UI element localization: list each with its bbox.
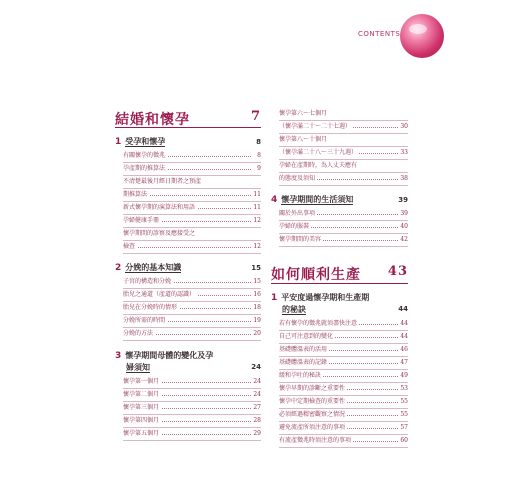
toc-entry-page: 15 [251, 276, 261, 288]
toc-entry-title: 懷孕第二個月 [123, 389, 161, 401]
section-rule [115, 127, 261, 128]
toc-entry[interactable] [279, 409, 408, 422]
toc-entry[interactable] [123, 302, 261, 315]
toc-entry[interactable] [279, 422, 408, 435]
chapter-1-items [123, 150, 261, 254]
section-page: 7 [250, 109, 261, 124]
toc-entry-page: 8 [255, 150, 261, 162]
toc-entry-title: 孕產期的推算法 [123, 163, 167, 175]
toc-entry[interactable] [123, 163, 261, 176]
toc-entry-title: 胎兒在分娩時的情形 [123, 302, 179, 314]
toc-entry[interactable] [279, 344, 408, 357]
toc-entry-title: 不清楚最後月經日期者之預產 [123, 176, 203, 188]
toc-entry-title: （懷孕滿二十～二十七週） [279, 121, 353, 133]
toc-entry-page: 53 [398, 383, 408, 395]
toc-entry-page: 16 [251, 289, 261, 301]
toc-entry-title: 懷孕第三個月 [123, 402, 161, 414]
toc-entry[interactable] [123, 228, 261, 241]
logo-icon [400, 14, 444, 58]
toc-entry[interactable] [279, 160, 408, 173]
toc-entry[interactable] [279, 234, 408, 247]
chapter-3-continued-items [279, 108, 408, 186]
toc-entry-page: 30 [398, 121, 408, 133]
toc-entry-title: 的態度及須知 [279, 173, 317, 185]
toc-entry-title: 必須經過精密觀察之情況 [279, 409, 347, 421]
toc-entry-title: 關於外出事項 [279, 208, 317, 220]
toc-entry-page: 60 [398, 435, 408, 447]
toc-entry-title: 新式懷孕期的演算法和用語 [123, 202, 197, 214]
toc-entry[interactable] [279, 208, 408, 221]
toc-entry[interactable] [279, 357, 408, 370]
toc-entry[interactable] [279, 173, 408, 186]
toc-entry-page: 19 [251, 315, 261, 327]
toc-entry-page: 28 [251, 415, 261, 427]
toc-entry[interactable] [123, 176, 261, 189]
toc-entry-title: 緩和孕吐的秘訣 [279, 370, 323, 382]
leader-dots [123, 247, 251, 248]
toc-entry-title: 懷孕第四個月 [123, 415, 161, 427]
toc-entry-page: 24 [251, 376, 261, 388]
toc-entry-page: 38 [398, 173, 408, 185]
toc-entry-title: （懷孕滿二十八～三十九週） [279, 147, 359, 159]
toc-entry[interactable] [279, 383, 408, 396]
toc-entry[interactable] [123, 189, 261, 202]
toc-entry-page: 44 [398, 331, 408, 343]
toc-entry[interactable] [123, 202, 261, 215]
toc-entry-page: 20 [251, 328, 261, 340]
toc-entry-title: 基礎體溫表的記錄 [279, 357, 329, 369]
toc-entry[interactable] [279, 435, 408, 448]
toc-entry[interactable] [123, 315, 261, 328]
toc-entry-page: 42 [398, 234, 408, 246]
toc-entry[interactable] [123, 328, 261, 341]
toc-entry-title: 懷孕第八～十個月 [279, 134, 329, 146]
toc-entry[interactable] [123, 276, 261, 289]
toc-entry-page: 33 [398, 147, 408, 159]
section-rule [271, 283, 408, 284]
toc-entry-title: 分娩所需的時間 [123, 315, 167, 327]
toc-entry[interactable] [279, 121, 408, 134]
toc-entry-page: 12 [251, 241, 261, 253]
toc-entry-page: 46 [398, 344, 408, 356]
toc-entry-page: 11 [251, 202, 261, 214]
toc-entry-page: 39 [398, 208, 408, 220]
toc-entry-title: 懷孕期間的美容 [279, 234, 323, 246]
toc-entry-page: 24 [251, 389, 261, 401]
toc-entry[interactable] [123, 389, 261, 402]
toc-entry-title: 分娩的方法 [123, 328, 155, 340]
toc-entry-page: 9 [255, 163, 261, 175]
toc-entry[interactable] [123, 241, 261, 254]
toc-entry[interactable] [123, 402, 261, 415]
toc-entry-title: 若有懷孕的徵兆就須盡快注意 [279, 318, 359, 330]
toc-entry-title: 孕婦健康手冊 [123, 215, 161, 227]
chapter-4-heading[interactable]: 4 懷孕期間的生活須知 39 [271, 195, 408, 205]
toc-entry-title: 懷孕早期的診斷之重要性 [279, 383, 347, 395]
toc-entry[interactable] [123, 215, 261, 228]
toc-entry[interactable] [123, 376, 261, 389]
toc-entry-title: 孕婦的服裝 [279, 221, 311, 233]
toc-entry-page: 27 [251, 402, 261, 414]
toc-entry-page: 57 [398, 422, 408, 434]
toc-entry-title: 懷孕第六～七個月 [279, 108, 329, 120]
toc-entry-title: 檢查 [123, 241, 137, 253]
contents-label: CONTENTS [358, 30, 401, 38]
toc-entry-page: 40 [398, 221, 408, 233]
toc-entry-page: 55 [398, 396, 408, 408]
chapter-3-items [123, 376, 261, 441]
toc-entry-title: 子宮的構造和分娩 [123, 276, 173, 288]
toc-entry-title: 孕婦在產期時，為人丈夫應有 [279, 160, 359, 172]
toc-entry-title: 期推算法 [123, 189, 149, 201]
toc-entry-page: 47 [398, 357, 408, 369]
toc-entry-page: 18 [251, 302, 261, 314]
toc-entry-title: 胎兒之通道（產道的認識） [123, 289, 197, 301]
toc-entry-title: 懷孕中定期檢查的重要性 [279, 396, 347, 408]
chapter-2-heading[interactable]: 2 分娩的基本知識 15 [115, 263, 261, 273]
section-page: 43 [387, 264, 408, 279]
chapter-1-heading[interactable]: 1 受孕和懷孕 8 [115, 137, 261, 147]
toc-entry-page: 49 [398, 370, 408, 382]
toc-entry[interactable] [279, 331, 408, 344]
toc-entry-title: 有關懷孕的徵兆 [123, 150, 167, 162]
toc-entry[interactable] [123, 289, 261, 302]
toc-entry-title: 懷孕第一個月 [123, 376, 161, 388]
toc-entry-page: 11 [251, 189, 261, 201]
toc-entry[interactable] [279, 221, 408, 234]
toc-entry-title: 自己可注意到的變化 [279, 331, 335, 343]
section-title-birth: 如何順利生產 43 [271, 264, 408, 283]
chapter-4-items [279, 208, 408, 247]
toc-entry[interactable] [279, 318, 408, 331]
section-title-marriage: 結婚和懷孕 7 [115, 109, 261, 128]
toc-entry-title: 有流產徵兆時須注意的事項 [279, 435, 353, 447]
toc-entry[interactable] [279, 396, 408, 409]
toc-entry[interactable] [279, 134, 408, 147]
toc-entry[interactable] [123, 150, 261, 163]
toc-entry[interactable] [279, 370, 408, 383]
toc-entry-page: 55 [398, 409, 408, 421]
toc-entry-title: 避免流產所須注意的事項 [279, 422, 347, 434]
toc-entry-title: 懷孕第五個月 [123, 428, 161, 440]
toc-entry[interactable] [279, 147, 408, 160]
chapter-2-items [123, 276, 261, 341]
birth-chapter-1-heading[interactable]: 1 平安度過懷孕期和生產期 的秘訣 44 [271, 293, 408, 314]
chapter-3-heading[interactable]: 3 懷孕期間母體的變化及孕 婦須知 24 [115, 351, 261, 372]
toc-entry-page: 29 [251, 428, 261, 440]
toc-entry[interactable] [123, 428, 261, 441]
birth-chapter-1-items [279, 318, 408, 448]
toc-entry-title: 基礎體溫表的活用 [279, 344, 329, 356]
toc-entry-page: 44 [398, 318, 408, 330]
toc-entry[interactable] [279, 108, 408, 121]
toc-entry-page: 12 [251, 215, 261, 227]
toc-entry[interactable] [123, 415, 261, 428]
toc-entry-title: 懷孕期間的診察及應接受之 [123, 228, 197, 240]
